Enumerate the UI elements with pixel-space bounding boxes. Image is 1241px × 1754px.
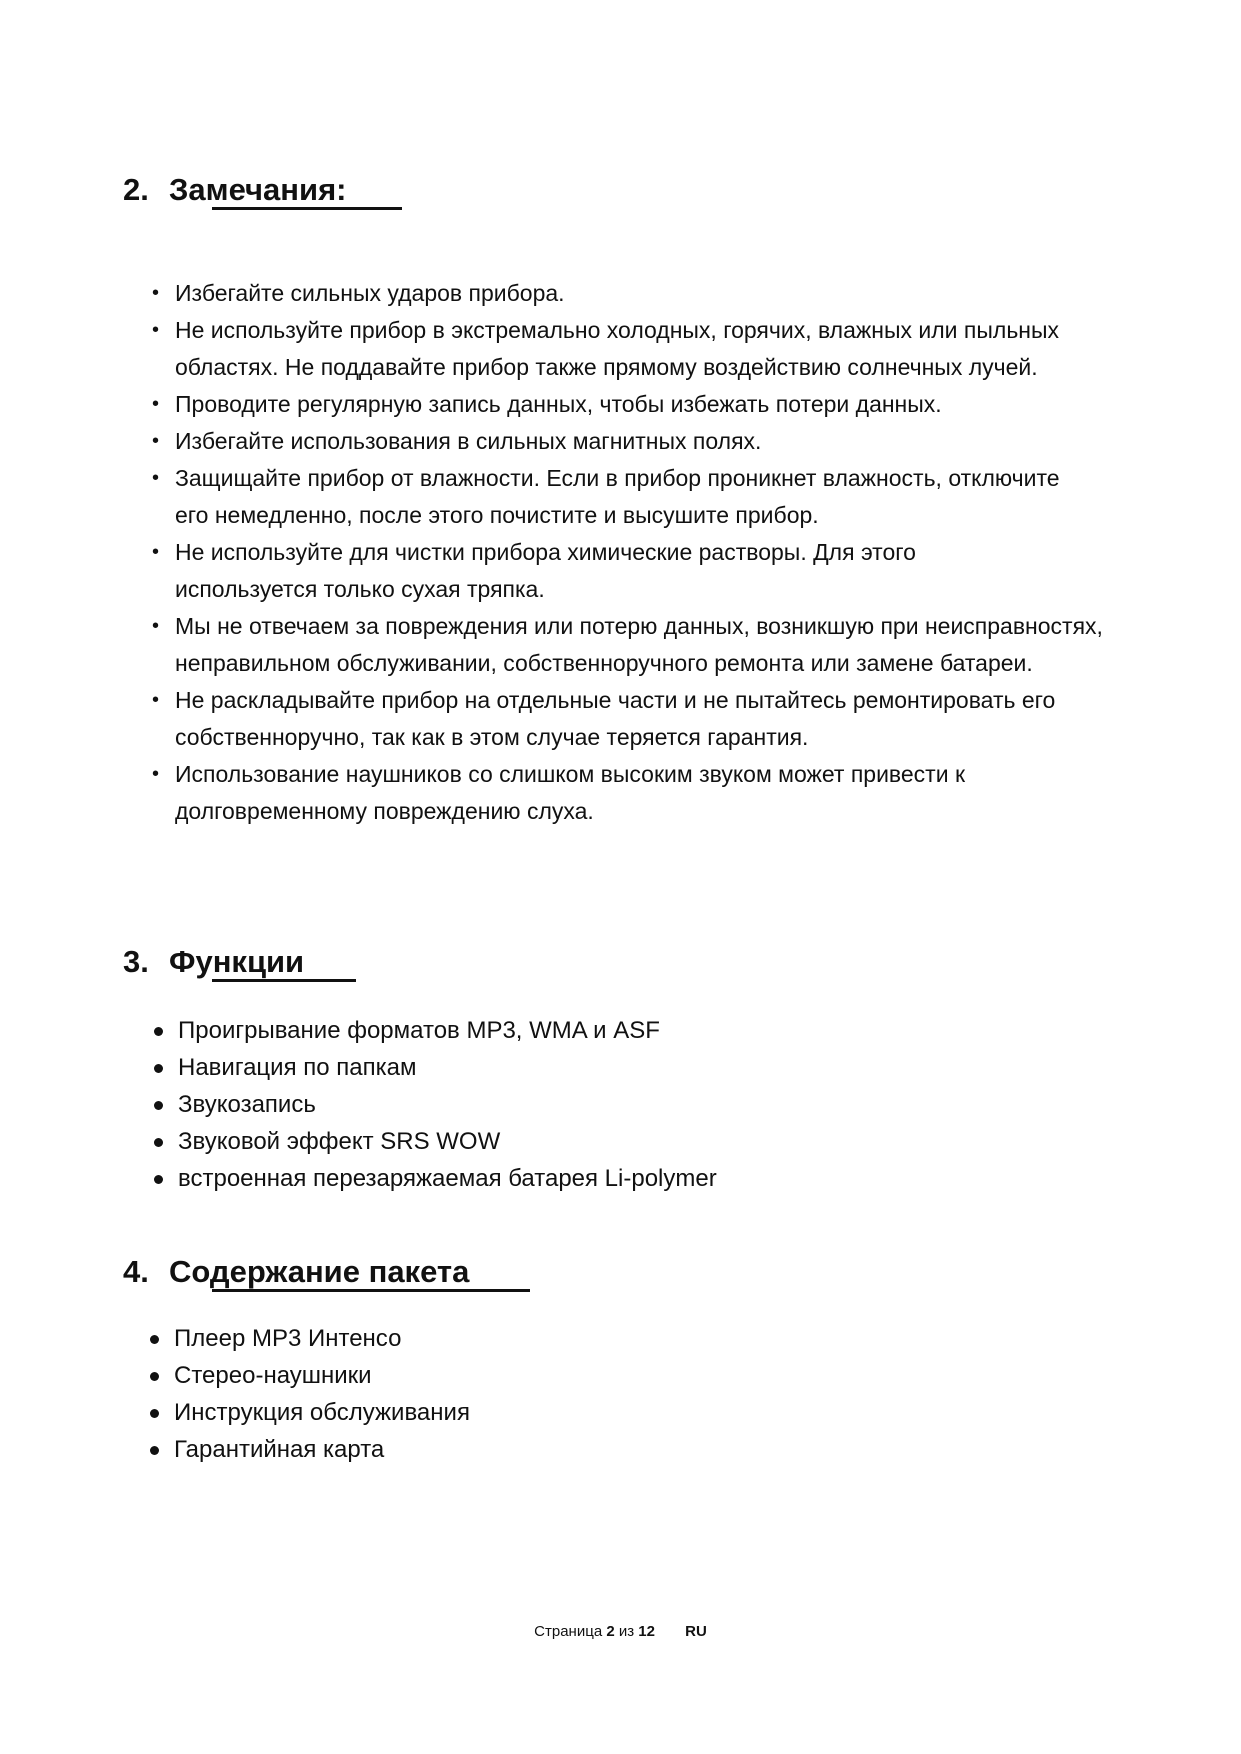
list-item xyxy=(152,1160,717,1197)
list-item xyxy=(152,1123,717,1160)
list-item-text: Звуковой эффект SRS WOW xyxy=(178,1128,501,1155)
bullet-icon: • xyxy=(152,689,160,711)
list-item xyxy=(150,608,1165,682)
page-total: 12 xyxy=(638,1623,655,1640)
list-item-text: Звукозапись xyxy=(178,1091,316,1118)
bullet-icon: • xyxy=(152,430,160,452)
list-item xyxy=(150,386,1150,423)
list-item-text: Навигация по папкам xyxy=(178,1054,417,1081)
bullet-icon: • xyxy=(152,615,160,637)
list-item-text: Мы не отвечаем за повреждения или потерю данных, возникшую при неисправностях, неправильном обслуживании, собственноручного ремонта или замене батареи. xyxy=(175,613,1103,676)
bullet-icon xyxy=(150,1446,159,1455)
list-item xyxy=(150,423,1150,460)
list-item-text: Избегайте использования в сильных магнитных полях. xyxy=(175,428,762,454)
list-item-text: Стерео-наушники xyxy=(174,1362,372,1389)
bullet-icon xyxy=(150,1372,159,1381)
bullet-icon xyxy=(154,1027,163,1036)
list-item-text: Использование наушников со слишком высоким звуком может привести к долговременному повреждению слуха. xyxy=(175,761,966,824)
list-item-text: встроенная перезаряжаемая батарея Li-polymer xyxy=(178,1165,717,1192)
list-item xyxy=(148,1431,470,1468)
bullet-icon: • xyxy=(152,763,160,785)
list-item xyxy=(150,534,1035,608)
list-item xyxy=(152,1049,717,1086)
bullet-icon xyxy=(154,1175,163,1184)
bullet-icon: • xyxy=(152,393,160,415)
list-item xyxy=(152,1012,717,1049)
section-heading-notes xyxy=(123,172,347,208)
list-item xyxy=(148,1320,470,1357)
bullet-icon xyxy=(154,1064,163,1073)
list-item xyxy=(150,312,1075,386)
list-item-text: Плеер MP3 Интенсо xyxy=(174,1325,402,1352)
section-underline xyxy=(212,979,356,982)
bullet-icon: • xyxy=(152,319,160,341)
section-underline xyxy=(212,1289,530,1292)
list-item xyxy=(150,682,1135,756)
list-item-text: Не раскладывайте прибор на отдельные части и не пытайтесь ремонтировать его собственноручно, так как в этом случае теряется гарантия. xyxy=(175,687,1056,750)
section-number: 4. xyxy=(123,1254,149,1289)
bullet-icon xyxy=(154,1101,163,1110)
list-item-text: Инструкция обслуживания xyxy=(174,1399,470,1426)
section-title: Содержание пакета xyxy=(169,1254,470,1289)
page-label: Страница xyxy=(534,1623,603,1640)
section-title: Замечания: xyxy=(169,172,347,207)
section-heading-package xyxy=(123,1254,469,1290)
bullet-icon xyxy=(150,1335,159,1344)
page-of: из xyxy=(618,1623,635,1640)
list-item xyxy=(150,756,1075,830)
bullet-icon: • xyxy=(152,282,160,304)
list-item-text: Проигрывание форматов MP3, WMA и ASF xyxy=(178,1017,660,1044)
language-code: RU xyxy=(685,1623,707,1640)
list-item-text: Защищайте прибор от влажности. Если в прибор проникнет влажность, отключите его немедленно, после этого почистите и высушите прибор. xyxy=(175,465,1060,528)
notes-list xyxy=(150,275,1150,830)
list-item xyxy=(148,1357,470,1394)
list-item xyxy=(150,460,1075,534)
list-item xyxy=(148,1394,470,1431)
section-underline xyxy=(212,207,402,210)
page-current: 2 xyxy=(606,1623,615,1640)
list-item-text: Не используйте прибор в экстремально холодных, горячих, влажных или пыльных областях. Не поддавайте прибор также прямому воздействию солнечных лучей. xyxy=(175,317,1060,380)
bullet-icon xyxy=(154,1138,163,1147)
page-footer xyxy=(0,1622,1241,1642)
package-list xyxy=(148,1320,470,1468)
features-list xyxy=(152,1012,717,1197)
list-item xyxy=(152,1086,717,1123)
section-number: 3. xyxy=(123,944,149,979)
bullet-icon: • xyxy=(152,541,160,563)
section-heading-features xyxy=(123,944,304,980)
section-title: Функции xyxy=(169,944,305,979)
list-item-text: Избегайте сильных ударов прибора. xyxy=(175,280,565,306)
section-number: 2. xyxy=(123,172,149,207)
list-item-text: Гарантийная карта xyxy=(174,1436,385,1463)
list-item-text: Проводите регулярную запись данных, чтобы избежать потери данных. xyxy=(175,391,942,417)
bullet-icon xyxy=(150,1409,159,1418)
list-item-text: Не используйте для чистки прибора химические растворы. Для этого используется только сухая тряпка. xyxy=(175,539,916,602)
bullet-icon: • xyxy=(152,467,160,489)
list-item xyxy=(150,275,1150,312)
